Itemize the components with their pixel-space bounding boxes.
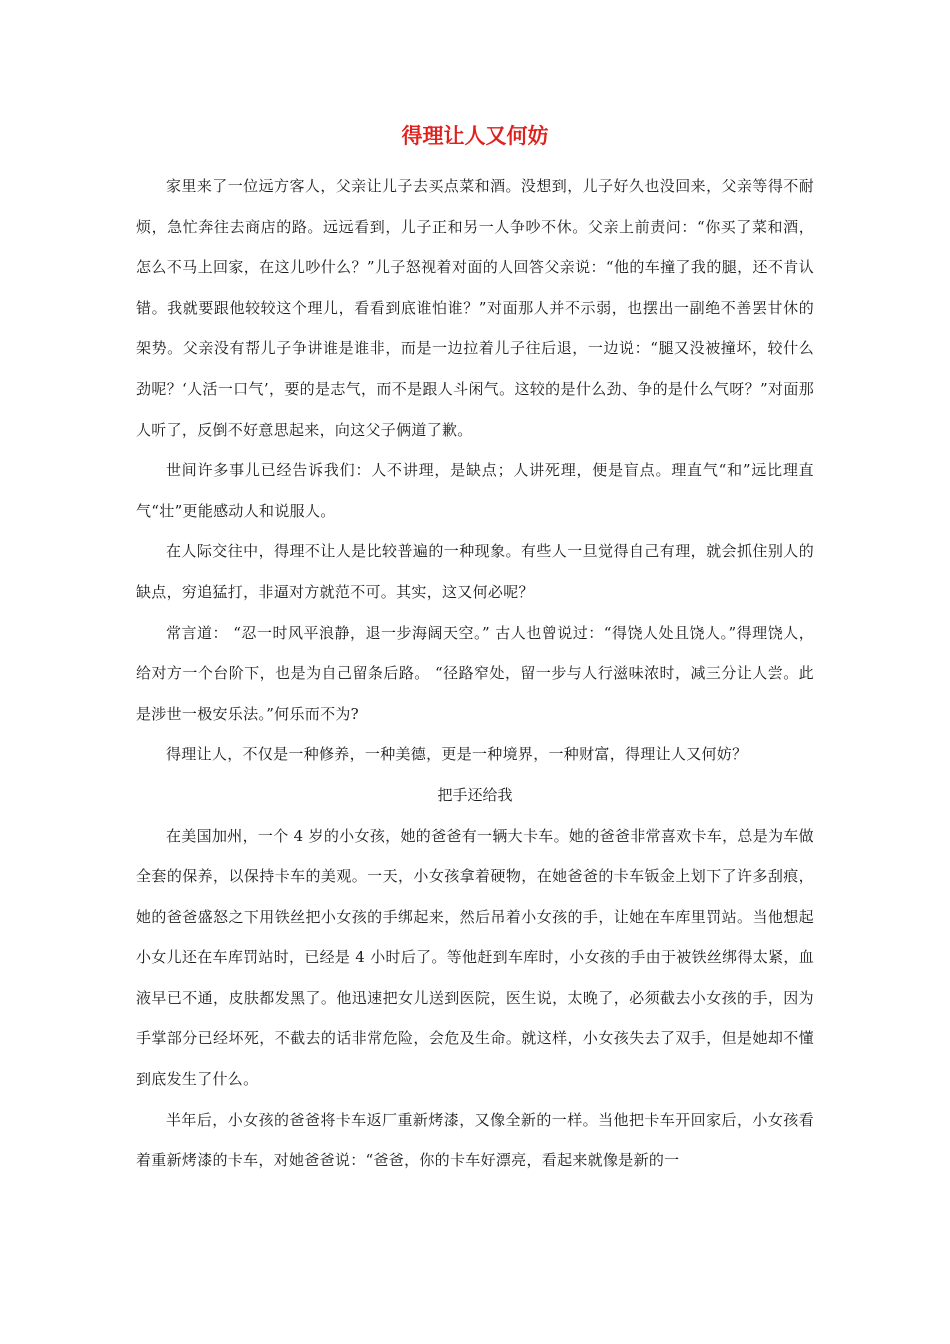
paragraph: 在美国加州，一个 4 岁的小女孩，她的爸爸有一辆大卡车。她的爸爸非常喜欢卡车，总是为车做全套的保养，以保持卡车的美观。一天，小女孩拿着硬物，在她爸爸的卡车钣金上划下了许多刮痕，她的爸爸盛怒之下用铁丝把小女孩的手绑起来，然后吊着小女孩的手，让她在车库里罚站。当他想起小女儿还在车库罚站时，已经是 4 小时后了。等他赶到车库时，小女孩的手由于被铁丝绑得太紧，血液早已不通，皮肤都发黑了。他迅速把女儿送到医院，医生说，太晚了，必须截去小女孩的手，因为手掌部分已经坏死，不截去的话非常危险，会危及生命。就这样，小女孩失去了双手，但是她却不懂到底发生了什么。: [136, 826, 814, 1089]
article-title: 得理让人又何妨: [401, 123, 549, 148]
paragraph: 在人际交往中，得理不让人是比较普遍的一种现象。有些人一旦觉得自己有理，就会抓住别人的缺点，穷追猛打，非逼对方就范不可。其实，这又何必呢？: [136, 542, 814, 601]
document-body: [136, 116, 814, 1181]
section-subtitle: 把手还给我: [437, 785, 513, 804]
paragraph: 半年后，小女孩的爸爸将卡车返厂重新烤漆，又像全新的一样。当他把卡车开回家后，小女孩看着重新烤漆的卡车，对她爸爸说：“爸爸，你的卡车好漂亮，看起来就像是新的一: [136, 1110, 814, 1170]
paragraph: 常言道： “忍一时风平浪静，退一步海阔天空。” 古人也曾说过：“得饶人处且饶人。”得理饶人，给对方一个台阶下，也是为自己留条后路。 “径路窄处，留一步与人行滋味浓时，减三分让人尝。此是涉世一极安乐法。”何乐而不为?: [136, 623, 814, 723]
paragraph: 家里来了一位远方客人，父亲让儿子去买点菜和酒。没想到，儿子好久也没回来，父亲等得不耐烦，急忙奔往去商店的路。远远看到，儿子正和另一人争吵不休。父亲上前责问：“你买了菜和酒，怎么不马上回家，在这儿吵什么？”儿子怒视着对面的人回答父亲说：“他的车撞了我的腿，还不肯认错。我就要跟他较较这个理儿，看看到底谁怕谁？”对面那人并不示弱，也摆出一副绝不善罢甘休的架势。父亲没有帮儿子争讲谁是谁非，而是一边拉着儿子往后退，一边说：“腿又没被撞坏，较什么劲呢？‘人活一口气’，要的是志气，而不是跟人斗闲气。这较的是什么劲、争的是什么气呀？”对面那人听了，反倒不好意思起来，向这父子俩道了歉。: [136, 177, 814, 439]
paragraph: 得理让人，不仅是一种修养，一种美德，更是一种境界，一种财富，得理让人又何妨？: [166, 745, 748, 764]
paragraph: 世间许多事儿已经告诉我们：人不讲理，是缺点；人讲死理，便是盲点。理直气“和”远比理直气“壮”更能感动人和说服人。: [136, 461, 814, 520]
